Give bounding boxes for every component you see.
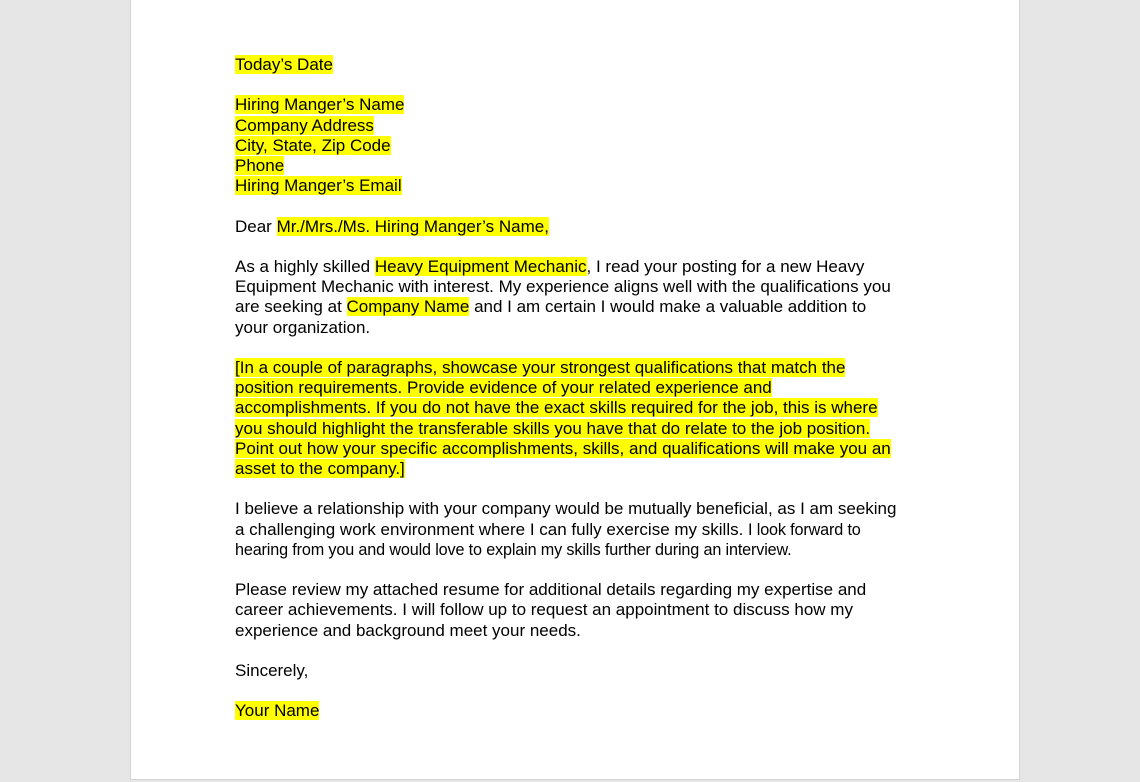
followup-paragraph: [235, 580, 925, 641]
job-title-placeholder: Heavy Equipment Mechanic: [374, 256, 587, 276]
salutation: [235, 217, 925, 237]
signoff-text: Sincerely,: [235, 660, 309, 680]
intro-text: Equipment Mechanic with interest. My experience aligns well with the qualifications you: [235, 277, 891, 297]
intro-paragraph: [235, 257, 925, 338]
letter-body: [235, 55, 925, 742]
recipient-block: [235, 95, 925, 196]
intro-text: As a highly skilled: [235, 256, 375, 276]
recipient-phone: Phone: [235, 156, 285, 175]
followup-text: Please review my attached resume for additional details regarding my expertise and: [235, 580, 867, 600]
closing-text: a challenging work environment where I can fully exercise my skills.: [235, 519, 749, 539]
intro-text: your organization.: [235, 317, 371, 337]
placeholder-line: accomplishments. If you do not have the exact skills required for the job, this is where: [235, 398, 878, 418]
closing-text: hearing from you and would love to explain my skills further during an interview.: [235, 540, 792, 559]
recipient-email: Hiring Manger’s Email: [235, 176, 402, 196]
closing-text: I believe a relationship with your company would be mutually beneficial, as I am seeking: [235, 499, 897, 519]
intro-text: and I am certain I would make a valuable addition to: [469, 297, 867, 317]
recipient-name: Hiring Manger’s Name: [235, 95, 405, 115]
intro-text: , I read your posting for a new Heavy: [586, 256, 865, 276]
placeholder-line: asset to the company.]: [235, 459, 405, 478]
placeholder-line: Point out how your specific accomplishments, skills, and qualifications will make you an: [235, 438, 891, 458]
recipient-city-state-zip: City, State, Zip Code: [235, 135, 391, 155]
followup-text: experience and background meet your needs.: [235, 620, 581, 640]
followup-text: career achievements. I will follow up to request an appointment to discuss how my: [235, 600, 853, 620]
qualifications-placeholder: [235, 358, 925, 479]
signature-placeholder: Your Name: [235, 701, 320, 721]
placeholder-line: [In a couple of paragraphs, showcase your strongest qualifications that match the: [235, 357, 846, 377]
salutation-prefix: Dear: [235, 216, 277, 236]
placeholder-line: you should highlight the transferable skills you have that do relate to the job position.: [235, 418, 871, 438]
closing-text: I look forward to: [748, 520, 861, 539]
signoff: [235, 661, 925, 681]
signature-block: [235, 701, 925, 721]
document-page: [130, 0, 1020, 780]
recipient-address: Company Address: [235, 115, 374, 135]
salutation-name: Mr./Mrs./Ms. Hiring Manger’s Name,: [276, 216, 549, 236]
placeholder-line: position requirements. Provide evidence of your related experience and: [235, 378, 772, 398]
date-block: [235, 55, 925, 75]
intro-text: are seeking at: [235, 297, 347, 317]
closing-paragraph: [235, 499, 925, 560]
date-placeholder: Today’s Date: [235, 55, 333, 74]
company-name-placeholder: Company Name: [346, 297, 470, 317]
